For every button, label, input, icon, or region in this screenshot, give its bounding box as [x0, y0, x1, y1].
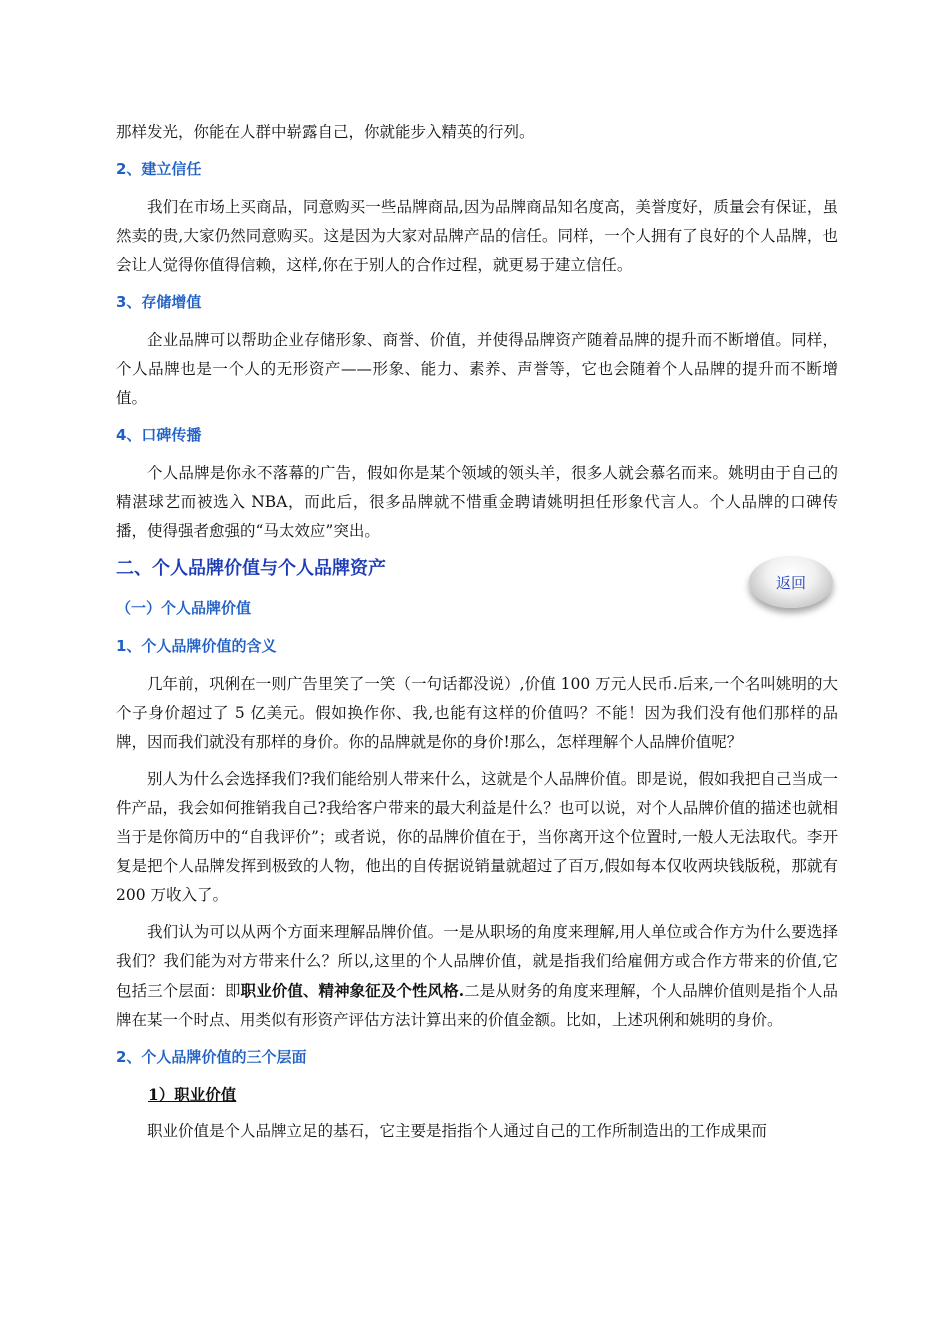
heading-word-of-mouth: 4、口碑传播 [116, 426, 202, 444]
section-title-brand-value-assets: 二、个人品牌价值与个人品牌资产 [116, 558, 386, 579]
paragraph-word-of-mouth: 个人品牌是你永不落幕的广告，假如你是某个领域的领头羊，很多人就会慕名而来。姚明由于自己的精湛球艺而被选入 NBA，而此后，很多品牌就不惜重金聘请姚明担任形象代言人。个人品牌的口碑传播，使得强者愈强的“马太效应”突出。 [116, 464, 838, 540]
paragraph-meaning-3-part-a: 我们认为可以从两个方面来理解品牌价值。一是从职场的角度来理解,用人单位或合作方为什么要选择我们？我们能为对方带来什么？所以,这里的个人品牌价值，就是指我们给雇佣方或合作方带来的价值,它包括三个层面：即 [116, 923, 838, 1000]
heading-career-value: 1）职业价值 [148, 1085, 237, 1104]
paragraph-meaning-3-part-b: 二是从财务的角度来理解，个人品牌价值则是指个人品牌在某一个时点、用类似有形资产评估方法计算出来的价值金额。比如，上述巩俐和姚明的身价。 [116, 982, 838, 1029]
paragraph-meaning-1: 几年前，巩俐在一则广告里笑了一笑（一句话都没说）,价值 100 万元人民币.后来,一个名叫姚明的大个子身价超过了 5 亿美元。假如换作你、我,也能有这样的价值吗？不能！因为我们没有他们那样的品牌，因而我们就没有那样的身价。你的品牌就是你的身价!那么，怎样理解个人品牌价值呢？ [116, 675, 838, 751]
three-levels-emphasis: 职业价值、精神象征及个性风格. [240, 981, 465, 1000]
paragraph-continued: 那样发光，你能在人群中崭露自己，你就能步入精英的行列。 [116, 123, 535, 141]
heading-value-meaning: 1、个人品牌价值的含义 [116, 637, 277, 655]
subsection-title-brand-value: （一）个人品牌价值 [116, 599, 252, 617]
heading-store-value: 3、存储增值 [116, 293, 202, 311]
heading-three-levels: 2、个人品牌价值的三个层面 [116, 1048, 307, 1066]
paragraph-store-value: 企业品牌可以帮助企业存储形象、商誉、价值，并使得品牌资产随着品牌的提升而不断增值。同样，个人品牌也是一个人的无形资产——形象、能力、素养、声誉等，它也会随着个人品牌的提升而不断增值。 [116, 331, 838, 407]
paragraph-meaning-3 [116, 918, 838, 1035]
back-button[interactable] [749, 556, 833, 608]
back-button-label: 返回 [775, 573, 806, 592]
document-body [116, 118, 838, 1154]
paragraph-trust: 我们在市场上买商品，同意购买一些品牌商品,因为品牌商品知名度高，美誉度好，质量会有保证，虽然卖的贵,大家仍然同意购买。这是因为大家对品牌产品的信任。同样，一个人拥有了良好的个人品牌，也会让人觉得你值得信赖，这样,你在于别人的合作过程，就更易于建立信任。 [116, 198, 838, 274]
paragraph-meaning-2: 别人为什么会选择我们?我们能给别人带来什么，这就是个人品牌价值。即是说，假如我把自己当成一件产品，我会如何推销我自己?我给客户带来的最大利益是什么？也可以说，对个人品牌价值的描述也就相当于是你简历中的“自我评价”；或者说，你的品牌价值在于，当你离开这个位置时,一般人无法取代。李开复是把个人品牌发挥到极致的人物，他出的自传据说销量就超过了百万,假如每本仅收两块钱版税，那就有 200 万收入了。 [116, 770, 838, 904]
paragraph-career-value: 职业价值是个人品牌立足的基石，它主要是指指个人通过自己的工作所制造出的工作成果而 [147, 1122, 768, 1140]
heading-build-trust: 2、建立信任 [116, 160, 202, 178]
